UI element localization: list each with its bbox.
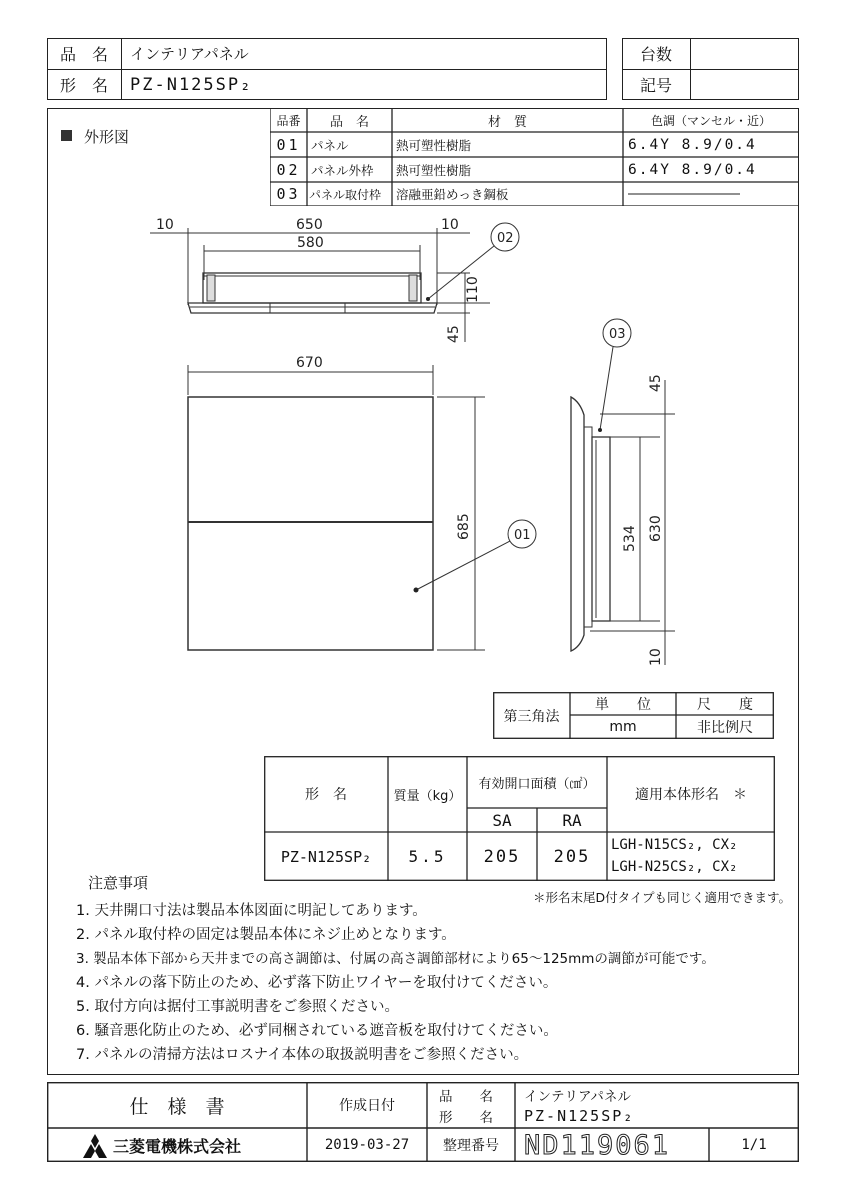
spec-header-model: 形 名	[305, 787, 347, 803]
company-logo-icon	[81, 1134, 109, 1158]
header-model-label: 形 名	[60, 76, 109, 95]
footer-name-label: 品 名	[439, 1089, 493, 1105]
spec-applicable-2: LGH-N25CS₂, CX₂	[611, 859, 738, 875]
parts-row-1-material: 熱可塑性樹脂	[396, 137, 472, 153]
dim-side-534: 534	[622, 525, 638, 552]
notes-title: 注意事項	[88, 873, 149, 892]
spec-header-mass: 質量（kg）	[393, 788, 462, 804]
parts-row-3-name: パネル取付枠	[309, 187, 382, 202]
header-qty-value	[690, 38, 799, 69]
parts-row-3-no: 03	[276, 185, 301, 203]
callout-03: 03	[609, 327, 626, 342]
spec-model: PZ-N125SP₂	[280, 847, 372, 866]
dim-front-670: 670	[296, 355, 323, 371]
unit-value: mm	[609, 719, 637, 735]
dim-side-630: 630	[648, 515, 664, 542]
header-name-label: 品 名	[60, 45, 109, 64]
footer-doc-no-label: 整理番号	[443, 1138, 499, 1154]
spec-header-area: 有効開口面積（㎠）	[478, 776, 596, 792]
parts-row-1-color: 6.4Y 8.9/0.4	[628, 136, 757, 153]
parts-row-1-no: 01	[276, 135, 301, 154]
spec-ra: 205	[553, 846, 591, 867]
header-mark-label: 記号	[639, 76, 672, 95]
projection-table	[493, 692, 774, 739]
parts-row-3-material: 溶融亜鉛めっき鋼板	[396, 187, 509, 202]
spec-mass: 5.5	[408, 847, 447, 866]
parts-row-2-material: 熱可塑性樹脂	[396, 162, 472, 178]
dim-top-45: 45	[446, 325, 462, 343]
footer-title-block	[47, 1082, 799, 1162]
parts-table	[270, 108, 799, 206]
footer-date: 2019-03-27	[324, 1137, 410, 1153]
footer-model-value: PZ-N125SP₂	[524, 1107, 635, 1125]
unit-label: 単 位	[595, 696, 651, 713]
parts-header-no: 品番	[276, 113, 301, 128]
note-3: 3. 製品本体下部から天井までの高さ調節は、付属の高さ調節部材により65～125mmの調節が可能です。	[76, 951, 715, 967]
parts-row-1-name: パネル	[311, 137, 349, 153]
note-7: 7. パネルの清掃方法はロスナイ本体の取扱説明書をご参照ください。	[76, 1047, 529, 1063]
footer-page: 1/1	[741, 1137, 767, 1153]
footer-date-label: 作成日付	[339, 1098, 395, 1114]
note-5: 5. 取付方向は据付工事説明書をご参照ください。	[76, 999, 399, 1015]
footer-company: 三菱電機株式会社	[113, 1136, 242, 1156]
spec-applicable-1: LGH-N15CS₂, CX₂	[611, 837, 738, 853]
parts-header-name: 品 名	[329, 114, 369, 130]
dim-top-580: 580	[297, 235, 324, 251]
footer-model-label: 形 名	[439, 1110, 493, 1126]
spec-footnote: ＊形名末尾D付タイプも同じく適用できます。	[533, 890, 792, 905]
parts-row-2-no: 02	[276, 160, 301, 179]
spec-header-applicable: 適用本体形名 ＊	[635, 787, 747, 803]
scale-value: 非比例尺	[697, 720, 753, 736]
spec-sa: 205	[483, 846, 521, 867]
dim-top-right-10: 10	[441, 217, 459, 233]
dim-top-110: 110	[465, 276, 481, 303]
header-name-value: インテリアパネル	[130, 45, 249, 63]
callout-01: 01	[514, 528, 531, 543]
scale-label: 尺 度	[697, 696, 753, 713]
footer-name-value: インテリアパネル	[524, 1089, 631, 1105]
note-1: 1. 天井開口寸法は製品本体図面に明記してあります。	[76, 903, 427, 919]
dim-side-45: 45	[648, 374, 664, 392]
section-marker-icon	[61, 130, 72, 141]
dim-front-685: 685	[456, 513, 472, 540]
header-qty-label: 台数	[639, 45, 672, 64]
parts-row-2-name: パネル外枠	[311, 162, 374, 178]
note-6: 6. 騒音悪化防止のため、必ず同梱されている遮音板を取付けてください。	[76, 1023, 558, 1039]
callout-02: 02	[497, 231, 514, 246]
spec-header-ra: RA	[562, 810, 582, 830]
footer-doc-type: 仕 様 書	[129, 1095, 225, 1118]
parts-header-color: 色調（マンセル・近）	[650, 113, 771, 128]
header-mark-value	[690, 69, 799, 100]
dim-top-650: 650	[296, 217, 323, 233]
parts-header-material: 材 質	[487, 114, 527, 130]
spec-header-sa: SA	[492, 810, 512, 830]
parts-row-2-color: 6.4Y 8.9/0.4	[628, 161, 757, 178]
note-2: 2. パネル取付枠の固定は製品本体にネジ止めとなります。	[76, 927, 456, 943]
spec-table	[264, 756, 775, 881]
projection-method: 第三角法	[503, 708, 560, 725]
header-model-value: PZ-N125SP₂	[130, 74, 253, 95]
note-4: 4. パネルの落下防止のため、必ず落下防止ワイヤーを取付けてください。	[76, 975, 558, 991]
dim-side-10: 10	[648, 648, 664, 666]
dim-top-left-10: 10	[156, 217, 174, 233]
footer-doc-no: ND119061	[524, 1129, 671, 1161]
section-title: 外形図	[84, 127, 130, 146]
